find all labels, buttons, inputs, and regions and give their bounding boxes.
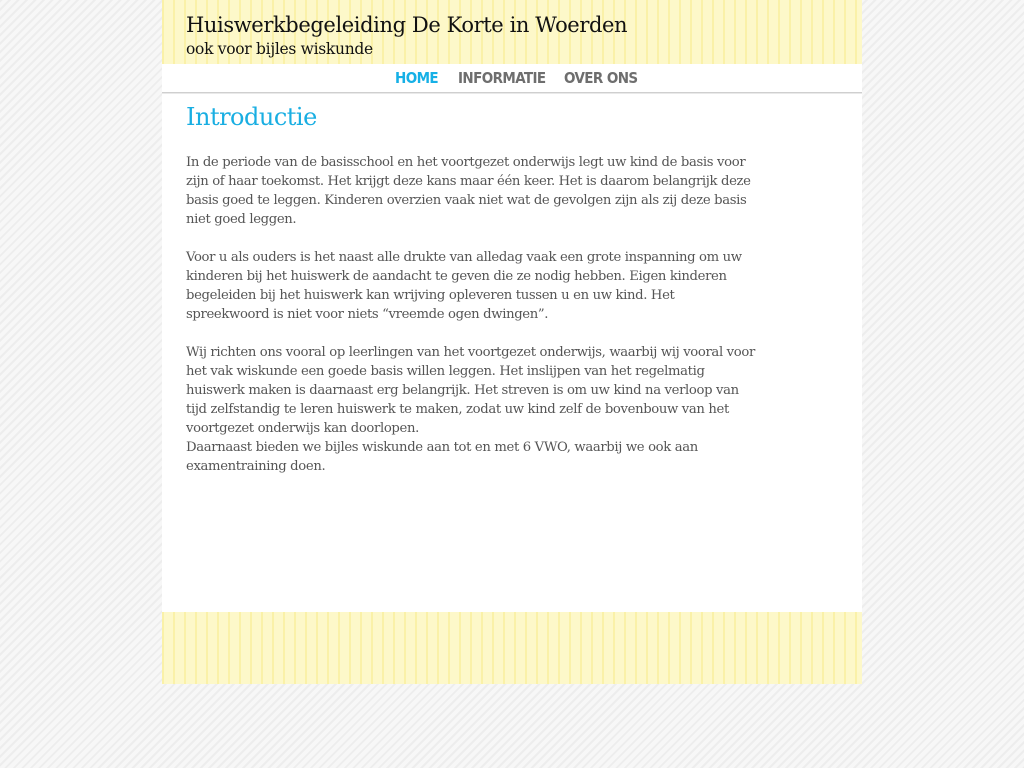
- nav-item-informatie[interactable]: INFORMATIE: [458, 69, 546, 87]
- nav-item-home[interactable]: HOME: [395, 69, 439, 87]
- main-content: [186, 102, 756, 476]
- main-navigation: [162, 64, 862, 93]
- tutoring-paragraph: Daarnaast bieden we bijles wiskunde aan tot en met 6 VWO, waarbij we ook aan examentraining doen.: [186, 440, 698, 474]
- page-container: [162, 0, 862, 684]
- site-footer: [162, 612, 862, 684]
- focus-paragraph: Wij richten ons vooral op leerlingen van het voortgezet onderwijs, waarbij wij vooral voor het vak wiskunde een goede basis willen leggen. Het inslijpen van het regelmatig huiswerk maken is daarnaast erg belangrijk. Het streven is om uw kind na verloop van tijd zelfstandig te leren huiswerk te maken, zodat uw kind zelf de bovenbouw van het voortgezet onderwijs kan doorlopen.: [186, 345, 755, 436]
- nav-item-over-ons[interactable]: OVER ONS: [564, 69, 638, 87]
- site-title: Huiswerkbegeleiding De Korte in Woerden: [186, 13, 628, 37]
- site-subtitle: ook voor bijles wiskunde: [186, 40, 373, 58]
- page-title: Introductie: [186, 103, 317, 131]
- site-header: [162, 0, 862, 64]
- parents-paragraph: Voor u als ouders is het naast alle drukte van alledag vaak een grote inspanning om uw kinderen bij het huiswerk de aandacht te geven die ze nodig hebben. Eigen kinderen begeleiden bij het huiswerk kan wrijving opleveren tussen u en uw kind. Het spreekwoord is niet voor niets “vreemde ogen dwingen”.: [186, 250, 742, 322]
- intro-paragraph: In de periode van de basisschool en het voortgezet onderwijs legt uw kind de basis voor zijn of haar toekomst. Het krijgt deze kans maar één keer. Het is daarom belangrijk deze basis goed te leggen. Kinderen overzien vaak niet wat de gevolgen zijn als zij deze basis niet goed leggen.: [186, 155, 751, 227]
